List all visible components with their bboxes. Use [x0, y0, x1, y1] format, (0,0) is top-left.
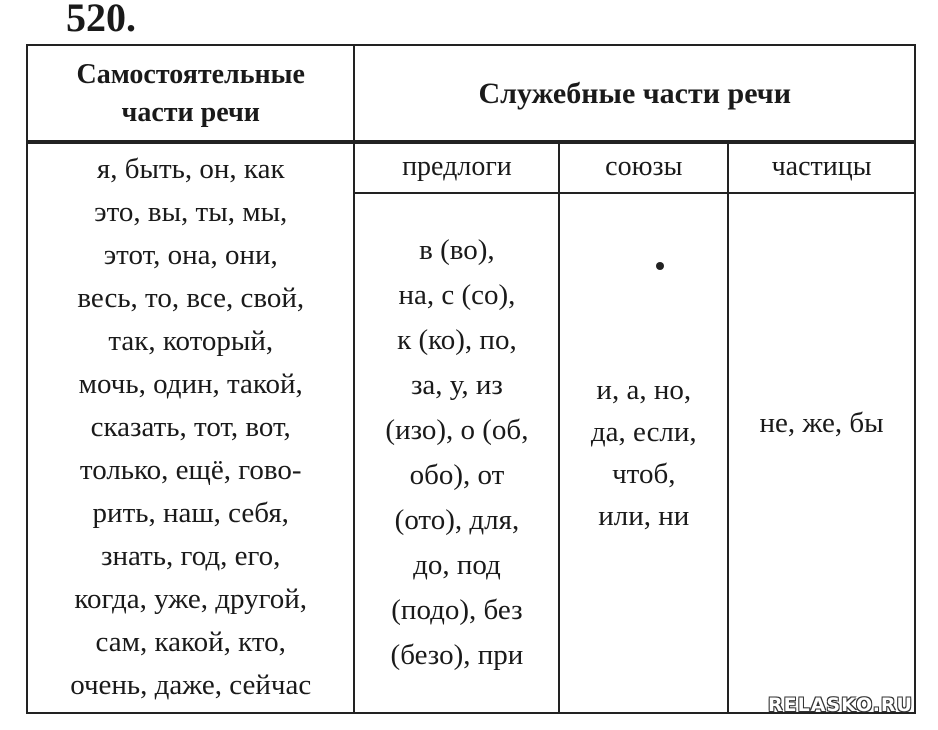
independent-word-line: так, который, [108, 324, 274, 357]
preposition-line: (безо), при [390, 639, 524, 671]
independent-word-line: этот, она, они, [103, 238, 278, 271]
parts-of-speech-table [26, 44, 916, 144]
independent-header-line1: Самостоятельные [76, 59, 305, 90]
particles-cell [728, 193, 915, 713]
preposition-line: (изо), о (об, [385, 414, 529, 446]
independent-word-line: очень, даже, сейчас [70, 668, 312, 701]
exercise-number: 520. [66, 0, 136, 40]
prepositions-cell [354, 193, 559, 713]
conjunction-line: или, ни [598, 500, 690, 532]
conjunction-line: да, если, [590, 416, 697, 448]
preposition-line: обо), от [409, 459, 505, 491]
conjunctions-cell [559, 193, 728, 713]
watermark: RELASKO.RU [768, 694, 913, 716]
independent-word-line: знать, год, его, [101, 539, 281, 572]
independent-word-line: весь, то, все, свой, [77, 281, 305, 314]
independent-words-list [28, 148, 353, 707]
conjunction-line: и, а, но, [596, 374, 692, 406]
preposition-line: на, с (со), [398, 279, 516, 311]
independent-word-line: сказать, тот, вот, [90, 410, 291, 443]
preposition-line: (подо), без [391, 594, 523, 626]
independent-word-line: это, вы, ты, мы, [94, 195, 288, 228]
conjunctions-list [560, 369, 727, 537]
preposition-line: до, под [413, 549, 501, 581]
independent-word-line: сам, какой, кто, [95, 625, 286, 658]
prepositions-list [355, 228, 558, 678]
auxiliary-parts-header: Служебные части речи [354, 45, 915, 143]
independent-word-line: только, ещё, гово- [79, 453, 302, 486]
preposition-line: в (во), [419, 234, 495, 266]
independent-word-line: я, быть, он, как [96, 152, 285, 185]
dot-mark [656, 262, 664, 270]
independent-parts-header [27, 45, 354, 143]
independent-header-line2: части речи [121, 97, 260, 128]
particles-text: не, же, бы [759, 406, 884, 439]
independent-word-line: когда, уже, другой, [74, 582, 308, 615]
independent-words-cell [27, 141, 354, 713]
parts-of-speech-body [26, 140, 916, 714]
particles-header: частицы [728, 141, 915, 193]
independent-word-line: мочь, один, такой, [78, 367, 303, 400]
conjunction-line: чтоб, [612, 458, 676, 490]
prepositions-header: предлоги [354, 141, 559, 193]
preposition-line: за, у, из [410, 369, 503, 401]
conjunctions-header: союзы [559, 141, 728, 193]
preposition-line: к (ко), по, [397, 324, 517, 356]
preposition-line: (ото), для, [394, 504, 520, 536]
independent-word-line: рить, наш, себя, [92, 496, 289, 529]
